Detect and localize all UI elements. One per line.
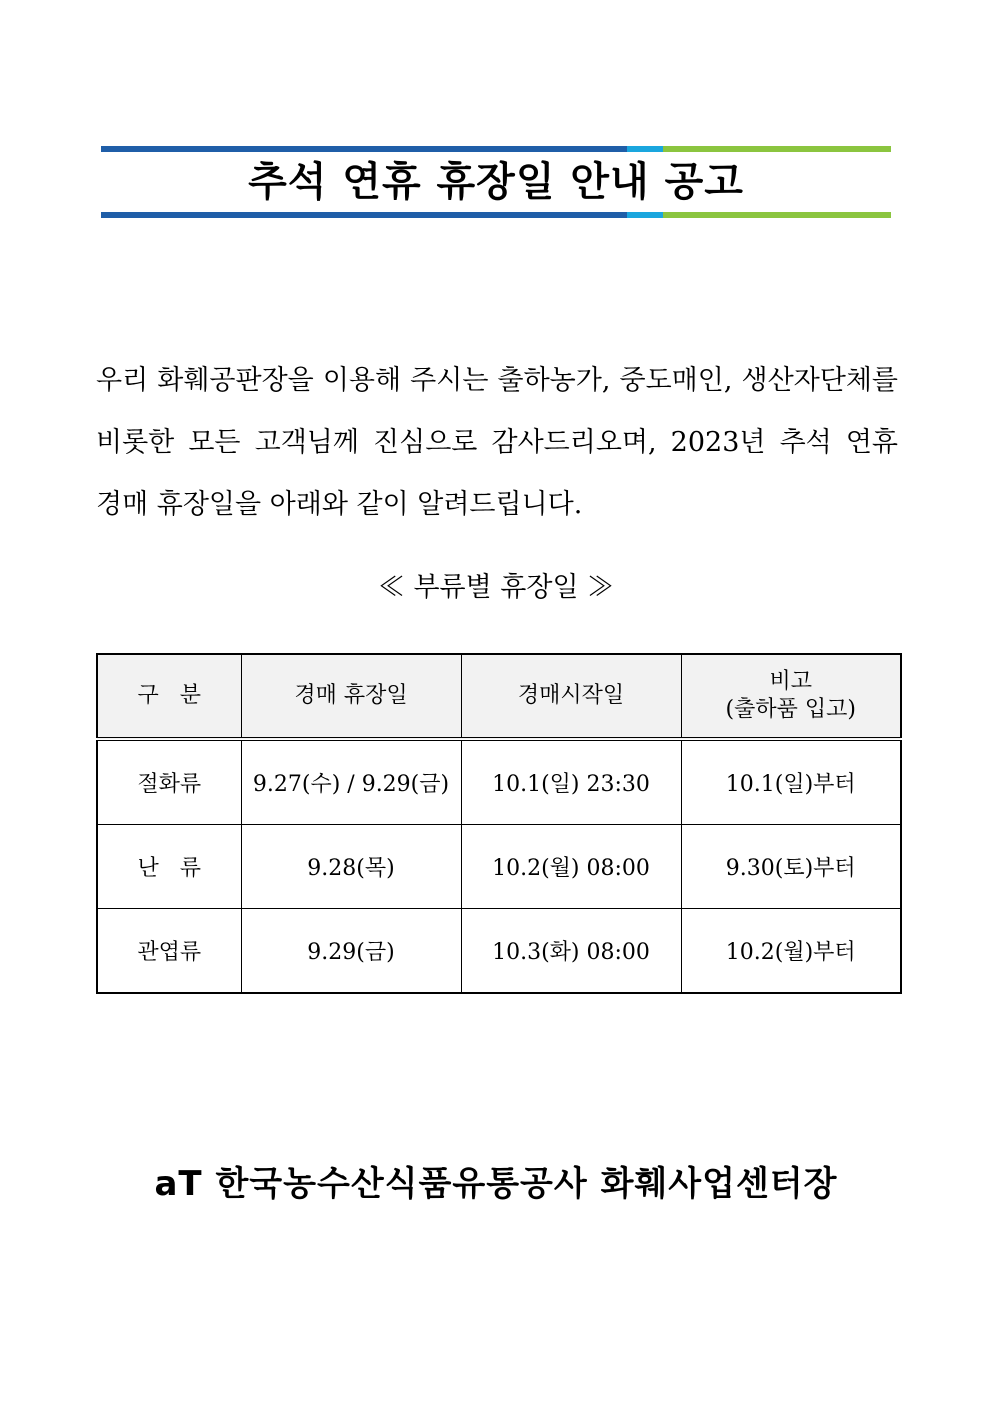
row-note: 10.1(일)부터 bbox=[681, 739, 901, 825]
signature: aT 한국농수산식품유통공사 화훼사업센터장 bbox=[154, 1164, 838, 1204]
banner-bottom-rule bbox=[101, 212, 891, 218]
header-note-line1: 비고 bbox=[769, 669, 812, 694]
row-note: 9.30(토)부터 bbox=[681, 825, 901, 909]
header-note bbox=[681, 654, 901, 739]
title-banner bbox=[101, 146, 891, 218]
row-category: 난 류 bbox=[97, 825, 241, 909]
row-auction-start: 10.2(월) 08:00 bbox=[461, 825, 681, 909]
intro-line: 우리 화훼공판장을 이용해 주시는 출하농가, 중도매인, 생산자단체를 bbox=[96, 365, 898, 396]
header-note-line2: (출하품 입고) bbox=[725, 697, 856, 722]
row-auction-start: 10.1(일) 23:30 bbox=[461, 739, 681, 825]
header-category: 구 분 bbox=[97, 654, 241, 739]
row-auction-holiday: 9.28(목) bbox=[241, 825, 461, 909]
section-heading: ≪ 부류별 휴장일 ≫ bbox=[377, 572, 615, 603]
header-auction-start: 경매시작일 bbox=[461, 654, 681, 739]
row-auction-holiday: 9.29(금) bbox=[241, 909, 461, 994]
table-header-row bbox=[97, 654, 901, 739]
header-auction-holiday: 경매 휴장일 bbox=[241, 654, 461, 739]
page-title: 추석 연휴 휴장일 안내 공고 bbox=[248, 159, 744, 205]
row-category: 절화류 bbox=[97, 739, 241, 825]
row-auction-start: 10.3(화) 08:00 bbox=[461, 909, 681, 994]
table-row bbox=[97, 739, 901, 825]
holiday-table bbox=[96, 653, 902, 994]
row-category: 관엽류 bbox=[97, 909, 241, 994]
intro-line: 비롯한 모든 고객님께 진심으로 감사드리오며, 2023년 추석 연휴 bbox=[96, 427, 898, 458]
table-row bbox=[97, 825, 901, 909]
row-auction-holiday: 9.27(수) / 9.29(금) bbox=[241, 739, 461, 825]
row-note: 10.2(월)부터 bbox=[681, 909, 901, 994]
table-row bbox=[97, 909, 901, 994]
intro-paragraph bbox=[96, 350, 898, 536]
intro-line: 경매 휴장일을 아래와 같이 알려드립니다. bbox=[96, 489, 583, 520]
